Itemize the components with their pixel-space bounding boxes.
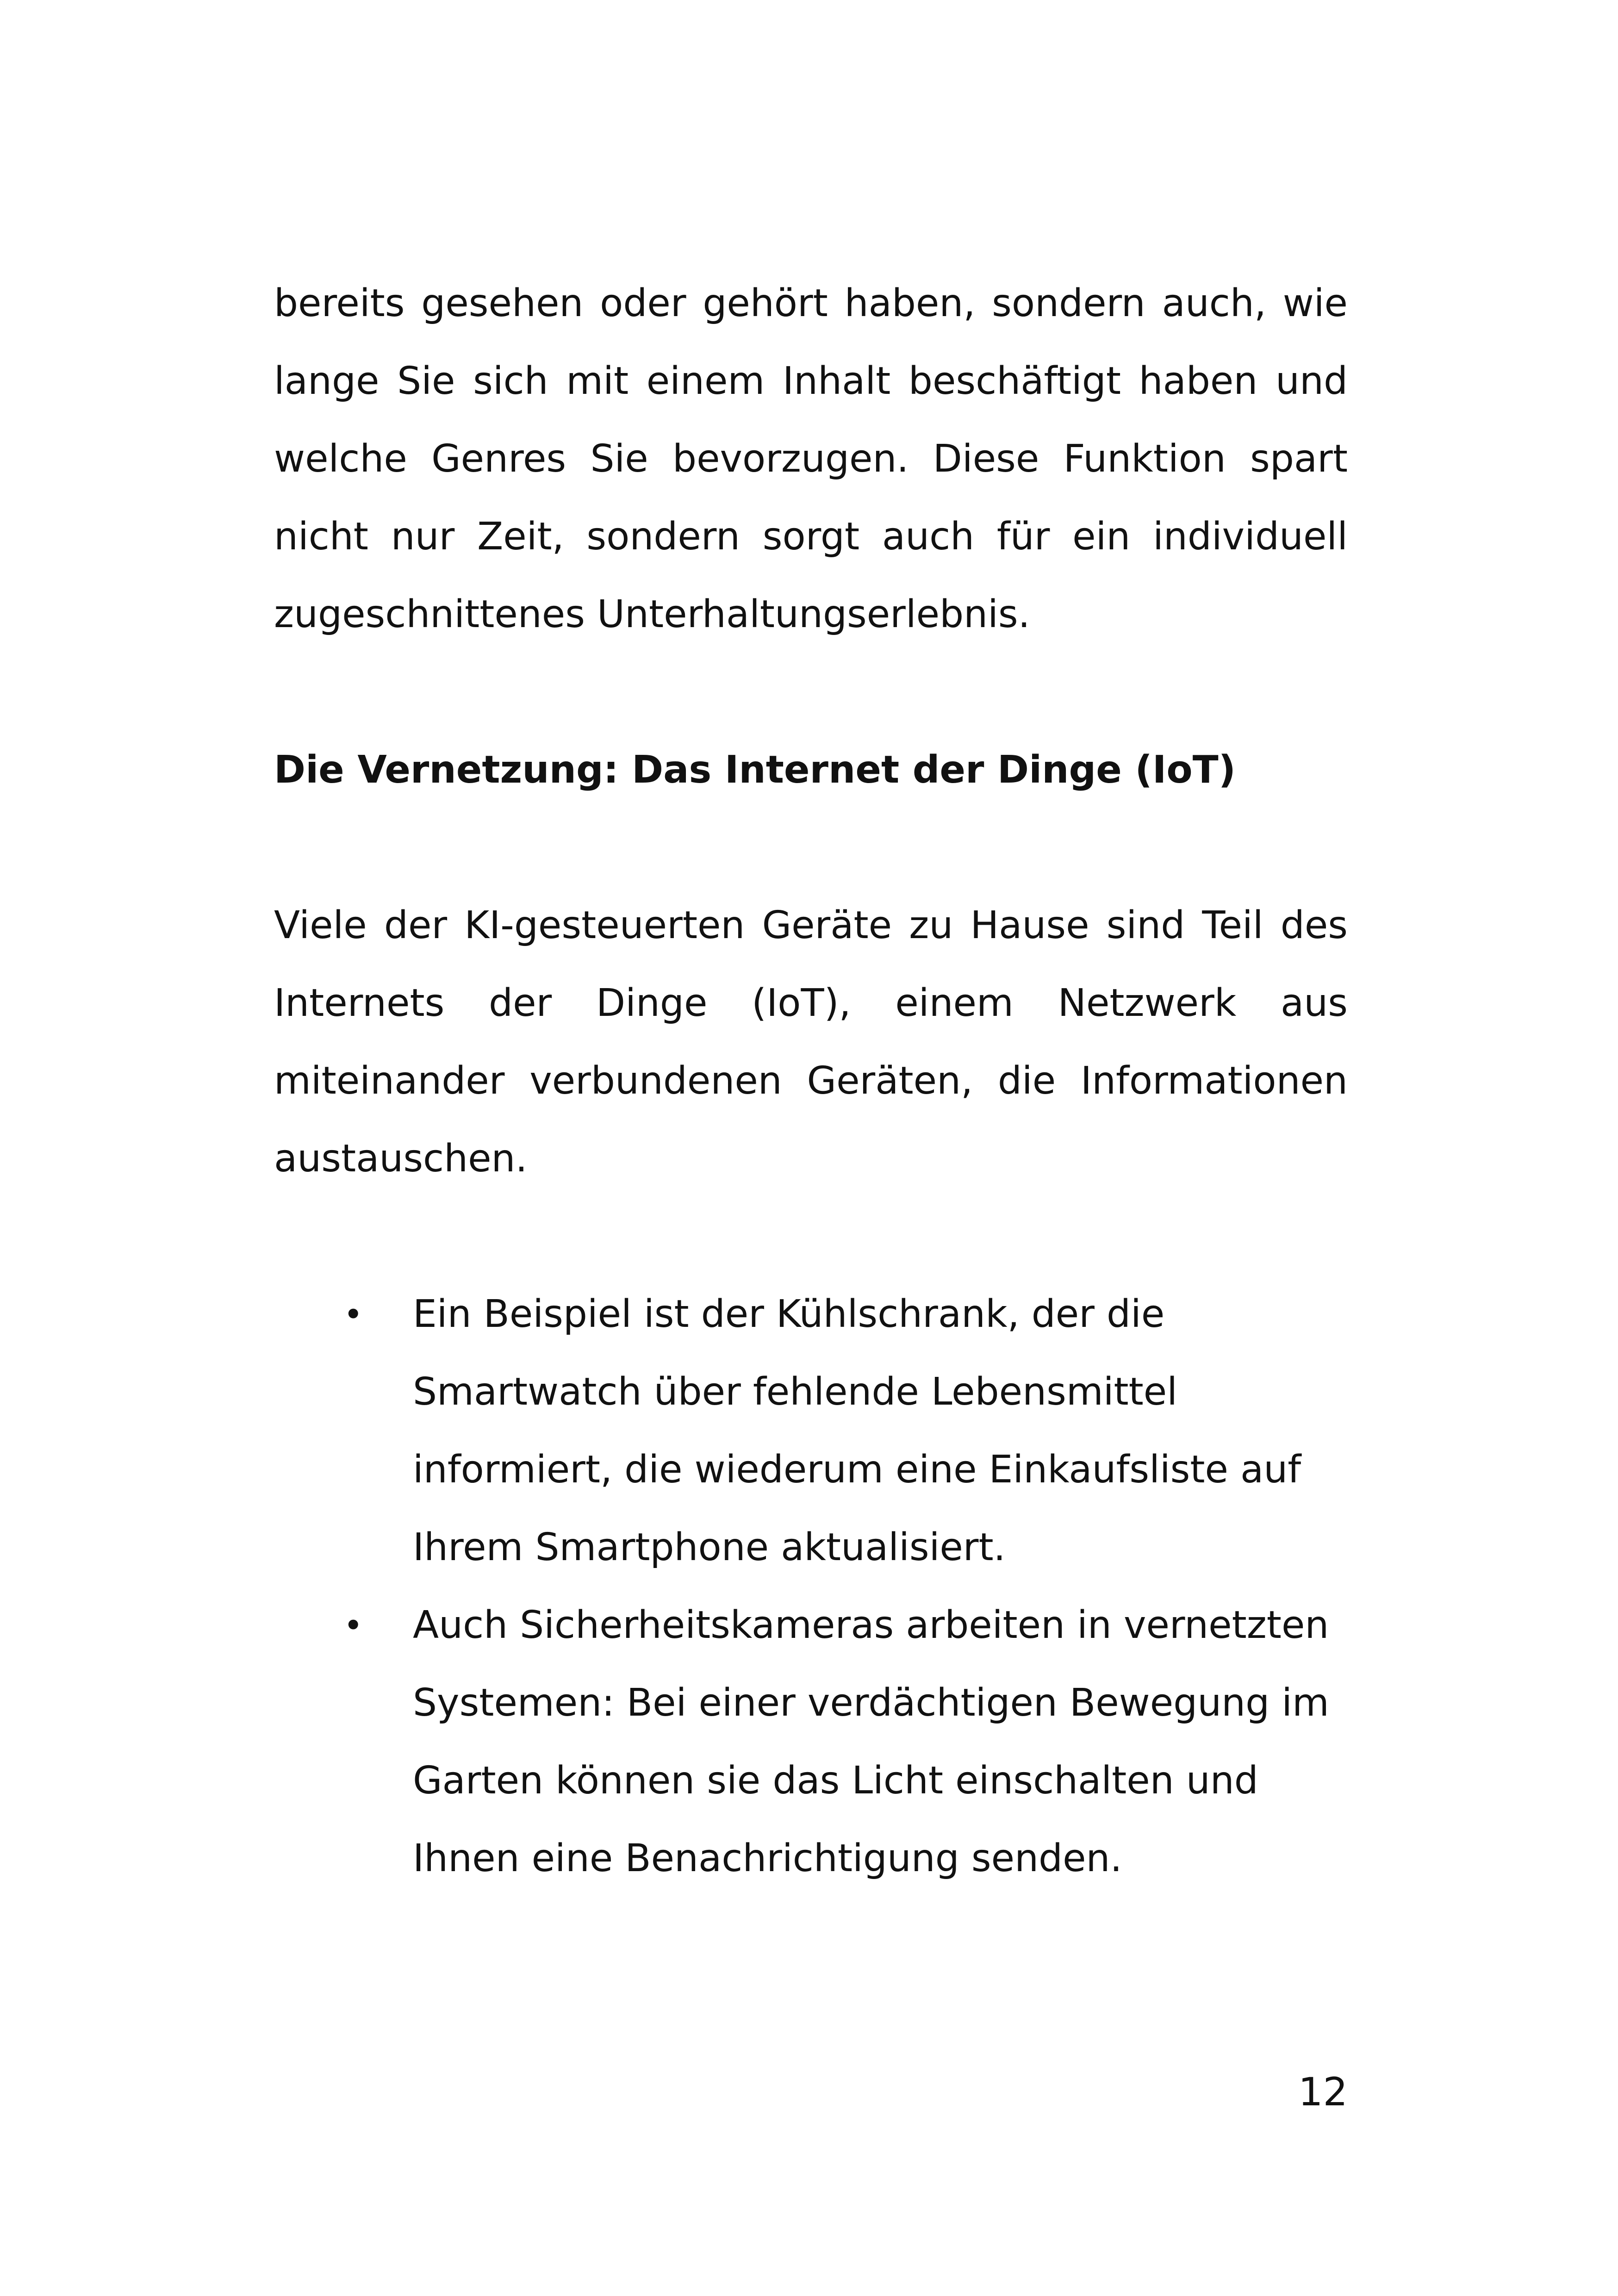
- list-item: [274, 1587, 1343, 1898]
- list-item-text: Ein Beispiel ist der Kühlschrank, der die Smartwatch über fehlende Lebensmittel informiert, die wiederum eine Einkaufsliste auf Ihrem Smartphone aktualisiert.: [413, 1292, 1301, 1569]
- page-number: 12: [1298, 2069, 1348, 2115]
- bullet-icon: •: [343, 1606, 363, 1645]
- section-heading: Die Vernetzung: Das Internet der Dinge (IoT): [274, 748, 1236, 792]
- body-paragraph: Viele der KI-gesteuerten Geräte zu Hause sind Teil des Internets der Dinge (IoT), einem Netzwerk aus miteinander verbundenen Geräten, die Informationen austauschen.: [274, 903, 1348, 1181]
- bullet-list: [274, 1276, 1348, 1898]
- list-item-text: Auch Sicherheitskameras arbeiten in vernetzten Systemen: Bei einer verdächtigen Bewegung im Garten können sie das Licht einschalten und Ihnen eine Benachrichtigung senden.: [413, 1603, 1329, 1880]
- page-content: [274, 265, 1348, 1898]
- body-paragraph: bereits gesehen oder gehört haben, sondern auch, wie lange Sie sich mit einem Inhalt beschäftigt haben und welche Genres Sie bevorzugen. Diese Funktion spart nicht nur Zeit, sondern sorgt auch für ein individuell zugeschnittenes Unterhaltungserlebnis.: [274, 281, 1348, 636]
- list-item: [274, 1276, 1343, 1587]
- bullet-icon: •: [343, 1295, 363, 1334]
